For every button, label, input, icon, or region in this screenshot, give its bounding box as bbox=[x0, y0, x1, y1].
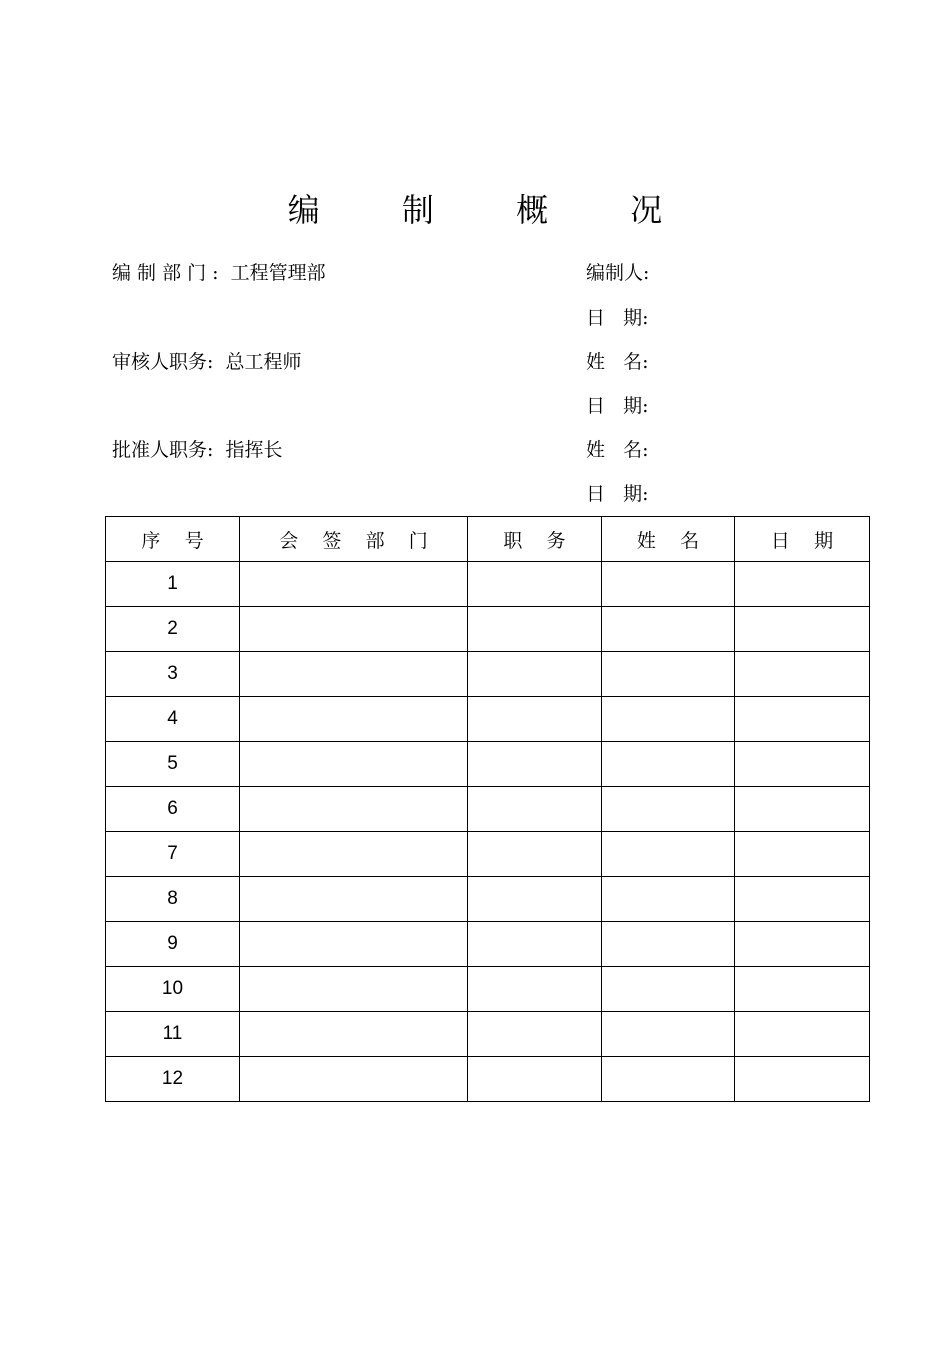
name-cell[interactable] bbox=[602, 1012, 735, 1057]
department-cell[interactable] bbox=[240, 877, 468, 922]
department-cell[interactable] bbox=[240, 1012, 468, 1057]
position-cell[interactable] bbox=[468, 697, 602, 742]
department-cell[interactable] bbox=[240, 1057, 468, 1102]
table-row bbox=[106, 652, 870, 697]
department-cell[interactable] bbox=[240, 562, 468, 607]
serial-cell: 7 bbox=[106, 832, 240, 877]
name-cell[interactable] bbox=[602, 877, 735, 922]
position-cell[interactable] bbox=[468, 877, 602, 922]
date-cell[interactable] bbox=[735, 967, 870, 1012]
table-row bbox=[106, 922, 870, 967]
countersign-table bbox=[105, 516, 870, 1102]
department-cell[interactable] bbox=[240, 787, 468, 832]
date-cell[interactable] bbox=[735, 1057, 870, 1102]
name-cell[interactable] bbox=[602, 787, 735, 832]
name-cell[interactable] bbox=[602, 1057, 735, 1102]
compile-department: 编 制 部 门 : 工程管理部 bbox=[112, 262, 326, 284]
name-cell[interactable] bbox=[602, 562, 735, 607]
compiler-field: 编制人: bbox=[586, 262, 650, 284]
compile-date-field: 日 期: bbox=[586, 307, 649, 329]
table-row bbox=[106, 1057, 870, 1102]
date-cell[interactable] bbox=[735, 697, 870, 742]
approver-name-field: 姓 名: bbox=[586, 439, 649, 461]
department-cell[interactable] bbox=[240, 742, 468, 787]
department-cell[interactable] bbox=[240, 832, 468, 877]
position-cell[interactable] bbox=[468, 787, 602, 832]
name-cell[interactable] bbox=[602, 607, 735, 652]
name-cell[interactable] bbox=[602, 832, 735, 877]
name-cell[interactable] bbox=[602, 652, 735, 697]
date-cell[interactable] bbox=[735, 742, 870, 787]
serial-cell: 6 bbox=[106, 787, 240, 832]
position-cell[interactable] bbox=[468, 922, 602, 967]
table-header-row bbox=[106, 517, 870, 562]
table-row bbox=[106, 742, 870, 787]
date-cell[interactable] bbox=[735, 922, 870, 967]
position-cell[interactable] bbox=[468, 967, 602, 1012]
table-row bbox=[106, 1012, 870, 1057]
position-cell[interactable] bbox=[468, 742, 602, 787]
header-serial: 序 号 bbox=[106, 517, 240, 562]
position-cell[interactable] bbox=[468, 652, 602, 697]
table-row bbox=[106, 832, 870, 877]
position-cell[interactable] bbox=[468, 1057, 602, 1102]
serial-cell: 9 bbox=[106, 922, 240, 967]
serial-cell: 5 bbox=[106, 742, 240, 787]
date-cell[interactable] bbox=[735, 832, 870, 877]
date-cell[interactable] bbox=[735, 1012, 870, 1057]
department-cell[interactable] bbox=[240, 967, 468, 1012]
table-row bbox=[106, 697, 870, 742]
date-cell[interactable] bbox=[735, 652, 870, 697]
review-date-field: 日 期: bbox=[586, 395, 649, 417]
reviewer-name-field: 姓 名: bbox=[586, 351, 649, 373]
serial-cell: 11 bbox=[106, 1012, 240, 1057]
serial-cell: 8 bbox=[106, 877, 240, 922]
position-cell[interactable] bbox=[468, 1012, 602, 1057]
department-cell[interactable] bbox=[240, 697, 468, 742]
date-cell[interactable] bbox=[735, 562, 870, 607]
position-cell[interactable] bbox=[468, 832, 602, 877]
department-cell[interactable] bbox=[240, 922, 468, 967]
name-cell[interactable] bbox=[602, 742, 735, 787]
position-cell[interactable] bbox=[468, 562, 602, 607]
serial-cell: 4 bbox=[106, 697, 240, 742]
date-cell[interactable] bbox=[735, 607, 870, 652]
name-cell[interactable] bbox=[602, 922, 735, 967]
table-row bbox=[106, 562, 870, 607]
date-cell[interactable] bbox=[735, 877, 870, 922]
header-name: 姓 名 bbox=[602, 517, 735, 562]
reviewer-post: 审核人职务: 总工程师 bbox=[112, 351, 302, 373]
header-position: 职 务 bbox=[468, 517, 602, 562]
department-cell[interactable] bbox=[240, 607, 468, 652]
position-cell[interactable] bbox=[468, 607, 602, 652]
serial-cell: 2 bbox=[106, 607, 240, 652]
approve-date-field: 日 期: bbox=[586, 483, 649, 505]
page-title: 编 制 概 况 bbox=[287, 191, 699, 229]
serial-cell: 12 bbox=[106, 1057, 240, 1102]
approver-post: 批准人职务: 指挥长 bbox=[112, 439, 283, 461]
header-date: 日 期 bbox=[735, 517, 870, 562]
serial-cell: 10 bbox=[106, 967, 240, 1012]
name-cell[interactable] bbox=[602, 697, 735, 742]
department-cell[interactable] bbox=[240, 652, 468, 697]
serial-cell: 3 bbox=[106, 652, 240, 697]
date-cell[interactable] bbox=[735, 787, 870, 832]
table-row bbox=[106, 967, 870, 1012]
serial-cell: 1 bbox=[106, 562, 240, 607]
table-row bbox=[106, 607, 870, 652]
table-row bbox=[106, 787, 870, 832]
header-department: 会 签 部 门 bbox=[240, 517, 468, 562]
name-cell[interactable] bbox=[602, 967, 735, 1012]
table-row bbox=[106, 877, 870, 922]
